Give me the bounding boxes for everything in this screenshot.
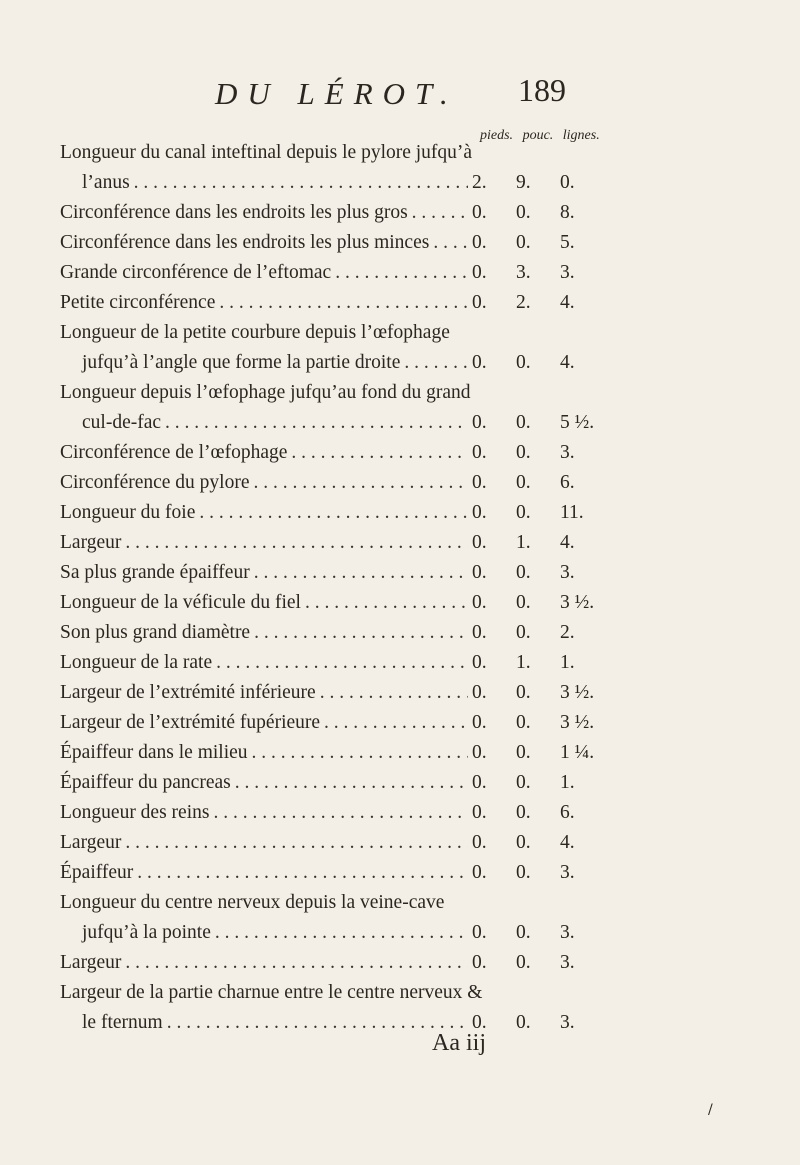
value-lignes: 3 ½. [560, 682, 595, 703]
value-pieds: 0. [472, 472, 487, 493]
measurement-entry [60, 588, 620, 618]
entry-values [472, 198, 620, 228]
entry-values [472, 678, 620, 708]
value-lignes: 1. [560, 652, 575, 673]
dot-leader [125, 948, 468, 978]
entry-values [472, 228, 620, 258]
dot-leader [125, 528, 468, 558]
value-pieds: 0. [472, 922, 487, 943]
value-lignes: 6. [560, 802, 575, 823]
measurement-entry [60, 438, 620, 468]
value-lignes: 4. [560, 832, 575, 853]
entry-line [60, 588, 620, 618]
value-pouces: 0. [516, 412, 531, 433]
entry-values [472, 858, 620, 888]
measurement-entry [60, 138, 620, 198]
value-lignes: 5. [560, 232, 575, 253]
corner-mark: / [708, 1102, 713, 1118]
entry-line [60, 348, 620, 378]
value-pouces: 0. [516, 352, 531, 373]
measurement-entry [60, 888, 620, 948]
value-lignes: 4. [560, 352, 575, 373]
value-pieds: 2. [472, 172, 487, 193]
dot-leader [252, 738, 468, 768]
value-pieds: 0. [472, 592, 487, 613]
col-header-pouces: pouc. [522, 128, 554, 143]
entry-label: Épaiffeur [60, 862, 134, 883]
value-lignes: 3 ½. [560, 592, 595, 613]
measurement-entry [60, 738, 620, 768]
value-lignes: 2. [560, 622, 575, 643]
value-pouces: 3. [516, 262, 531, 283]
entry-line [60, 828, 620, 858]
entry-values [472, 258, 620, 288]
entry-values [472, 588, 620, 618]
value-lignes: 8. [560, 202, 575, 223]
value-pieds: 0. [472, 292, 487, 313]
value-pieds: 0. [472, 232, 487, 253]
value-lignes: 3. [560, 562, 575, 583]
entry-values [472, 288, 620, 318]
entry-line [60, 918, 620, 948]
dot-leader [165, 408, 468, 438]
value-pouces: 0. [516, 772, 531, 793]
value-pouces: 0. [516, 502, 531, 523]
value-lignes: 6. [560, 472, 575, 493]
entry-label: Longueur des reins [60, 802, 210, 823]
dot-leader [404, 348, 468, 378]
value-pouces: 0. [516, 952, 531, 973]
entry-values [472, 768, 620, 798]
entry-label: Largeur [60, 832, 122, 853]
dot-leader [219, 288, 468, 318]
measurement-entry [60, 228, 620, 258]
entry-values [472, 558, 620, 588]
measurement-entry [60, 858, 620, 888]
value-pouces: 0. [516, 562, 531, 583]
measurement-entry [60, 378, 620, 438]
entry-label: Longueur du foie [60, 502, 196, 523]
value-pieds: 0. [472, 352, 487, 373]
value-pieds: 0. [472, 412, 487, 433]
entry-label: Petite circonférence [60, 292, 216, 313]
col-header-pieds: pieds. [480, 128, 514, 143]
value-pieds: 0. [472, 712, 487, 733]
entry-values [472, 618, 620, 648]
entry-values [472, 438, 620, 468]
value-lignes: 3. [560, 862, 575, 883]
measurement-entry [60, 498, 620, 528]
value-pieds: 0. [472, 772, 487, 793]
value-lignes: 4. [560, 532, 575, 553]
entry-line [60, 888, 620, 918]
entry-label: Circonférence de l’œfophage [60, 442, 288, 463]
entry-line [60, 528, 620, 558]
value-pieds: 0. [472, 742, 487, 763]
dot-leader [291, 438, 468, 468]
value-pouces: 0. [516, 832, 531, 853]
entry-label: Longueur de la rate [60, 652, 213, 673]
value-pouces: 0. [516, 862, 531, 883]
entry-label: Son plus grand diamètre [60, 622, 251, 643]
value-pouces: 2. [516, 292, 531, 313]
entry-line [60, 138, 620, 168]
entry-label: jufqu’à l’angle que forme la partie droite [82, 352, 401, 373]
value-pieds: 0. [472, 652, 487, 673]
entry-label: Circonférence dans les endroits les plus gros [60, 202, 408, 223]
dot-leader [199, 498, 468, 528]
measurement-entry [60, 258, 620, 288]
entry-values [472, 528, 620, 558]
entry-values [472, 348, 620, 378]
entry-values [472, 498, 620, 528]
dot-leader [216, 648, 468, 678]
entry-line [60, 708, 620, 738]
entry-line [60, 648, 620, 678]
entry-line [60, 288, 620, 318]
value-pouces: 0. [516, 712, 531, 733]
entry-line [60, 498, 620, 528]
dot-leader [254, 618, 468, 648]
value-pouces: 0. [516, 802, 531, 823]
entry-line [60, 318, 620, 348]
value-pieds: 0. [472, 1012, 487, 1033]
value-lignes: 3. [560, 262, 575, 283]
value-pieds: 0. [472, 832, 487, 853]
entry-label: Largeur [60, 532, 122, 553]
entry-line [60, 168, 620, 198]
measurement-entry [60, 528, 620, 558]
entry-label: Largeur de l’extrémité fupérieure [60, 712, 321, 733]
entry-label: Longueur du canal inteftinal depuis le pylore jufqu’à [60, 142, 473, 163]
measurement-entry [60, 708, 620, 738]
entry-label: cul-de-fac [82, 412, 162, 433]
value-pieds: 0. [472, 562, 487, 583]
entry-values [472, 798, 620, 828]
dot-leader [324, 708, 468, 738]
entry-label: Circonférence dans les endroits les plus minces [60, 232, 430, 253]
entry-values [472, 648, 620, 678]
measurement-entry [60, 558, 620, 588]
value-lignes: 5 ½. [560, 412, 595, 433]
value-pieds: 0. [472, 262, 487, 283]
value-lignes: 3. [560, 1012, 575, 1033]
entry-values [472, 168, 620, 198]
dot-leader [412, 198, 468, 228]
signature-mark: Aa iij [432, 1030, 486, 1056]
dot-leader [215, 918, 468, 948]
entry-line [60, 558, 620, 588]
dot-leader [305, 588, 468, 618]
entry-values [472, 948, 620, 978]
measurement-entry [60, 288, 620, 318]
value-pouces: 0. [516, 442, 531, 463]
entry-line [60, 768, 620, 798]
value-pieds: 0. [472, 442, 487, 463]
value-pieds: 0. [472, 502, 487, 523]
value-pieds: 0. [472, 952, 487, 973]
dot-leader [254, 468, 469, 498]
measurement-entry [60, 768, 620, 798]
value-pouces: 0. [516, 202, 531, 223]
value-pieds: 0. [472, 862, 487, 883]
entry-values [472, 1008, 620, 1038]
entry-line [60, 948, 620, 978]
value-lignes: 3. [560, 922, 575, 943]
entry-values [472, 468, 620, 498]
entry-line [60, 378, 620, 408]
measurement-entry [60, 318, 620, 378]
dot-leader [134, 168, 468, 198]
dot-leader [335, 258, 468, 288]
entry-line [60, 468, 620, 498]
page-number: 189 [518, 72, 566, 108]
value-pieds: 0. [472, 682, 487, 703]
entry-label: Longueur depuis l’œfophage jufqu’au fond du grand [60, 382, 471, 403]
value-lignes: 1 ¼. [560, 742, 595, 763]
entry-values [472, 918, 620, 948]
entry-line [60, 1008, 620, 1038]
entry-label: Longueur du centre nerveux depuis la veine-cave [60, 892, 445, 913]
entry-label: Épaiffeur du pancreas [60, 772, 231, 793]
measurement-entry [60, 978, 620, 1038]
value-pouces: 0. [516, 922, 531, 943]
value-lignes: 3 ½. [560, 712, 595, 733]
entry-label: Grande circonférence de l’eftomac [60, 262, 332, 283]
entry-label: jufqu’à la pointe [82, 922, 211, 943]
value-pouces: 1. [516, 532, 531, 553]
value-lignes: 3. [560, 952, 575, 973]
entry-label: Largeur [60, 952, 122, 973]
value-pouces: 1. [516, 652, 531, 673]
running-head [0, 70, 800, 120]
value-pouces: 0. [516, 682, 531, 703]
measurement-entry [60, 828, 620, 858]
chapter-title: DU LÉROT. [215, 76, 458, 111]
measurement-entry [60, 618, 620, 648]
value-pouces: 0. [516, 1012, 531, 1033]
dot-leader [167, 1008, 468, 1038]
entry-label: le fternum [82, 1012, 163, 1033]
dot-leader [254, 558, 468, 588]
value-lignes: 3. [560, 442, 575, 463]
entry-label: Longueur de la petite courbure depuis l’œfophage [60, 322, 450, 343]
entry-line [60, 228, 620, 258]
value-pouces: 0. [516, 622, 531, 643]
measurement-entry [60, 948, 620, 978]
entry-line [60, 618, 620, 648]
measurement-entry [60, 198, 620, 228]
measurement-entry [60, 798, 620, 828]
measurement-entry [60, 678, 620, 708]
value-pieds: 0. [472, 622, 487, 643]
value-lignes: 4. [560, 292, 575, 313]
col-header-lignes: lignes. [562, 128, 600, 143]
value-pieds: 0. [472, 802, 487, 823]
dot-leader [213, 798, 468, 828]
entry-line [60, 978, 620, 1008]
value-lignes: 0. [560, 172, 575, 193]
entry-line [60, 258, 620, 288]
entry-label: Largeur de l’extrémité inférieure [60, 682, 316, 703]
value-lignes: 11. [560, 502, 584, 523]
entry-values [472, 708, 620, 738]
value-pieds: 0. [472, 532, 487, 553]
entry-label: Longueur de la véficule du fiel [60, 592, 301, 613]
entry-label: Circonférence du pylore [60, 472, 250, 493]
value-pouces: 0. [516, 592, 531, 613]
entry-values [472, 828, 620, 858]
entry-values [472, 408, 620, 438]
entry-line [60, 798, 620, 828]
entry-line [60, 678, 620, 708]
entry-values [472, 738, 620, 768]
entry-line [60, 198, 620, 228]
entry-label: Épaiffeur dans le milieu [60, 742, 248, 763]
entry-line [60, 858, 620, 888]
entry-line [60, 438, 620, 468]
value-pouces: 0. [516, 742, 531, 763]
entry-line [60, 738, 620, 768]
measurement-entry [60, 648, 620, 678]
entry-label: l’anus [82, 172, 130, 193]
value-pouces: 9. [516, 172, 531, 193]
measurement-entry [60, 468, 620, 498]
dot-leader [137, 858, 468, 888]
entry-line [60, 408, 620, 438]
dot-leader [320, 678, 468, 708]
entry-label: Largeur de la partie charnue entre le centre nerveux & [60, 982, 483, 1003]
dot-leader [433, 228, 468, 258]
dot-leader [235, 768, 468, 798]
value-pouces: 0. [516, 472, 531, 493]
measurement-table [60, 138, 620, 1038]
value-pouces: 0. [516, 232, 531, 253]
value-lignes: 1. [560, 772, 575, 793]
entry-label: Sa plus grande épaiffeur [60, 562, 250, 583]
dot-leader [125, 828, 468, 858]
value-pieds: 0. [472, 202, 487, 223]
